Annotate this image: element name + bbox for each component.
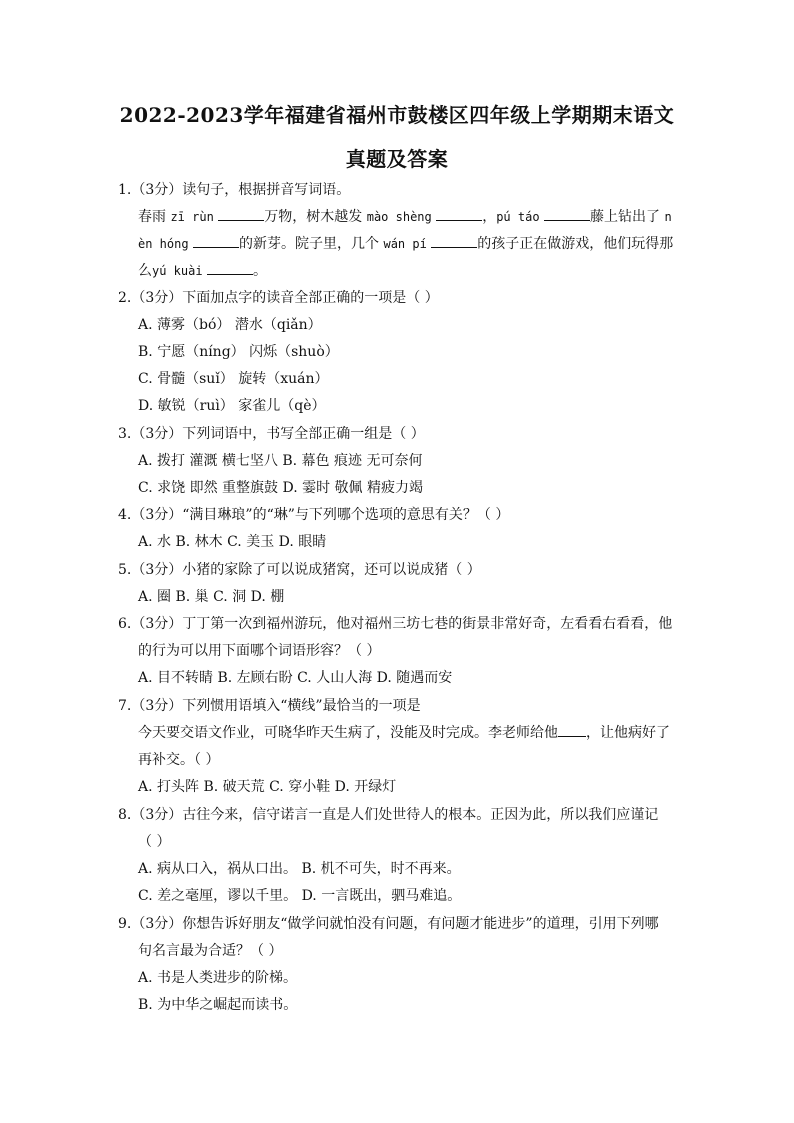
q9-option-b: B. 为中华之崛起而读书。 bbox=[138, 997, 298, 1013]
q7-text: ，让他病好了 bbox=[586, 725, 670, 741]
q1-blank[interactable] bbox=[193, 235, 239, 248]
q1-text: 的孩子正在做游戏，他们玩得那 bbox=[477, 236, 674, 252]
q1-line-2 bbox=[138, 234, 673, 254]
q1-pinyin: yú kuài bbox=[152, 264, 203, 278]
q1-pinyin: n bbox=[664, 210, 672, 224]
q1-line-3 bbox=[138, 261, 267, 281]
q2-stem: 2.（3分）下面加点字的读音全部正确的一项是（ ） bbox=[118, 290, 439, 306]
q1-text: ， bbox=[482, 209, 497, 225]
q5-stem: 5.（3分）小猪的家除了可以说成猪窝，还可以说成猪（ ） bbox=[118, 562, 481, 578]
q1-pinyin: èn hóng bbox=[138, 237, 189, 251]
q1-blank[interactable] bbox=[218, 208, 264, 221]
q9-stem-line-2: 句名言最为合适？（ ） bbox=[138, 943, 283, 959]
q9-option-a: A. 书是人类进步的阶梯。 bbox=[138, 970, 298, 986]
q4-stem: 4.（3分）“满目琳琅”的“琳”与下列哪个选项的意思有关？（ ） bbox=[118, 507, 510, 523]
title-line-2: 真题及答案 bbox=[345, 147, 449, 171]
q3-options-ab: A. 拨打 灌溉 横七坚八 B. 幕色 痕迹 无可奈何 bbox=[138, 453, 423, 469]
q3-options-cd: C. 求饶 即然 重整旗鼓 D. 霎时 敬佩 精疲力竭 bbox=[138, 480, 423, 496]
q1-text: 。 bbox=[253, 263, 268, 279]
q3-stem: 3.（3分）下列词语中，书写全部正确一组是（ ） bbox=[118, 426, 425, 442]
q1-text: 藤上钻出了 bbox=[590, 209, 661, 225]
q7-stem: 7.（3分）下列惯用语填入“横线”最恰当的一项是 bbox=[118, 698, 421, 714]
q8-options-cd: C. 差之毫厘，谬以千里。 D. 一言既出，驷马难追。 bbox=[138, 888, 462, 904]
q1-text: 万物，树木越发 bbox=[264, 209, 363, 225]
q1-pinyin: mào shèng bbox=[366, 210, 432, 224]
q6-stem-line-1: 6.（3分）丁丁第一次到福州游玩，他对福州三坊七巷的街景非常好奇，左看看右看看，他 bbox=[118, 616, 673, 632]
q6-stem-line-2: 的行为可以用下面哪个词语形容？（ ） bbox=[138, 643, 381, 659]
q1-stem: 1.（3分）读句子，根据拼音写词语。 bbox=[118, 182, 351, 198]
q2-option-b: B. 宁愿（níng） 闪烁（shuò） bbox=[138, 344, 339, 360]
q1-blank[interactable] bbox=[436, 208, 482, 221]
q1-blank[interactable] bbox=[207, 262, 253, 275]
q1-blank[interactable] bbox=[431, 235, 477, 248]
q1-pinyin: zī rùn bbox=[170, 210, 214, 224]
q2-option-d: D. 敏锐（ruì） 家雀儿（qè） bbox=[138, 398, 326, 414]
q1-line-1 bbox=[138, 207, 672, 227]
q6-options: A. 目不转睛 B. 左顾右盼 C. 人山人海 D. 随遇而安 bbox=[138, 670, 453, 686]
q1-text: 的新芽。院子里，几个 bbox=[239, 236, 380, 252]
q8-stem-line-2: （ ） bbox=[138, 834, 171, 850]
q1-text: 么 bbox=[138, 263, 152, 279]
q5-options: A. 圈 B. 巢 C. 洞 D. 棚 bbox=[138, 589, 285, 605]
q1-pinyin: wán pí bbox=[383, 237, 427, 251]
q7-options: A. 打头阵 B. 破天荒 C. 穿小鞋 D. 开绿灯 bbox=[138, 779, 397, 795]
q4-options: A. 水 B. 林木 C. 美玉 D. 眼睛 bbox=[138, 534, 327, 550]
q7-blank[interactable] bbox=[558, 724, 586, 737]
q9-stem-line-1: 9.（3分）你想告诉好朋友“做学问就怕没有问题，有问题才能进步”的道理，引用下列哪 bbox=[118, 916, 659, 932]
q7-text: 今天要交语文作业，可晓华昨天生病了，没能及时完成。李老师给他 bbox=[138, 725, 558, 741]
q1-blank[interactable] bbox=[544, 208, 590, 221]
q2-option-a: A. 薄雾（bó） 潜水（qiǎn） bbox=[138, 317, 322, 333]
q2-option-c: C. 骨髓（suǐ） 旋转（xuán） bbox=[138, 371, 329, 387]
q1-pinyin: pú táo bbox=[496, 210, 540, 224]
q8-options-ab: A. 病从口入，祸从口出。 B. 机不可失，时不再来。 bbox=[138, 861, 461, 877]
q7-context-line-2: 再补交。（ ） bbox=[138, 752, 220, 768]
q7-context-line-1 bbox=[138, 723, 670, 743]
title-line-1: 2022-2023学年福建省福州市鼓楼区四年级上学期期末语文 bbox=[119, 103, 675, 127]
q1-text: 春雨 bbox=[138, 209, 166, 225]
q8-stem-line-1: 8.（3分）古往今来，信守诺言一直是人们处世待人的根本。正因为此，所以我们应谨记 bbox=[118, 807, 659, 823]
